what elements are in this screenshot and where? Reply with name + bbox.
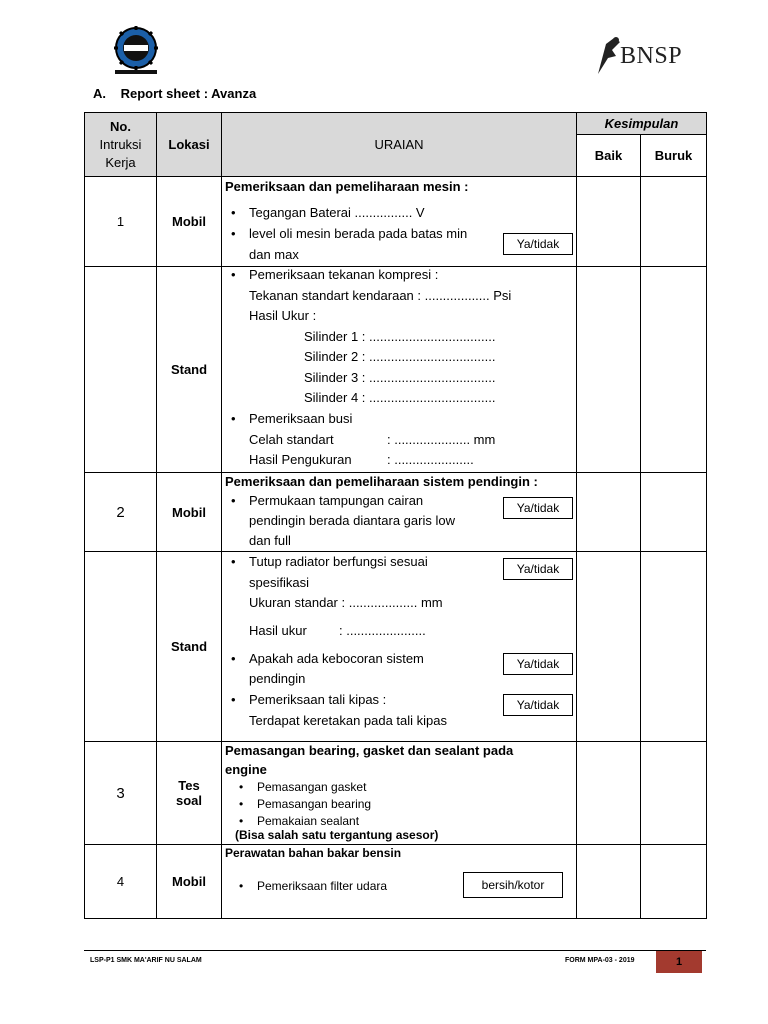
row-number-empty — [85, 552, 157, 742]
footer-form-code: FORM MPA-03 - 2019 — [565, 957, 635, 964]
row-number: 4 — [85, 845, 157, 919]
baik-cell[interactable] — [577, 177, 641, 267]
row-uraian: Perawatan bahan bakar bensin • Pemeriksaan filter udara bersih/kotor — [222, 845, 577, 919]
footer-organization: LSP-P1 SMK MA'ARIF NU SALAM — [90, 957, 202, 964]
ya-tidak-box: Ya/tidak — [503, 233, 573, 255]
report-table — [84, 112, 707, 919]
table-row — [85, 267, 707, 473]
row-location: Tes soal — [157, 742, 222, 845]
buruk-cell[interactable] — [641, 742, 707, 845]
ya-tidak-box: Ya/tidak — [503, 653, 573, 675]
table-row — [85, 473, 707, 552]
ya-tidak-box: Ya/tidak — [503, 497, 573, 519]
footer-divider — [84, 950, 706, 951]
lsp-logo — [107, 26, 165, 76]
bersih-kotor-box: bersih/kotor — [463, 872, 563, 898]
row-uraian: • Tutup radiator berfungsi sesuai spesifikasi Ukuran standar : ................... mm Hasil ukur : ...................... • Apakah ada kebocoran sistem pendingin • Pemeriksaan tali kipas : Terdapat keretakan pada tali kipas Ya/tidak Ya/tidak Ya/tidak — [222, 552, 577, 742]
header-baik: Baik — [577, 135, 641, 177]
row-location: Mobil — [157, 177, 222, 267]
row-number-empty — [85, 267, 157, 473]
section-number: A. — [93, 86, 106, 101]
row-location: Stand — [157, 267, 222, 473]
baik-cell[interactable] — [577, 845, 641, 919]
buruk-cell[interactable] — [641, 177, 707, 267]
row-uraian: Pemeriksaan dan pemeliharaan mesin : • Tegangan Baterai ................ V • level oli mesin berada pada batas min dan max Ya/tidak — [222, 177, 577, 267]
row-number: 3 — [85, 742, 157, 845]
row-number: 2 — [85, 473, 157, 552]
section-title-text: Report sheet : Avanza — [120, 86, 257, 101]
table-row — [85, 845, 707, 919]
row-uraian: Pemeriksaan dan pemeliharaan sistem pendingin : • Permukaan tampungan cairan pendingin berada diantara garis low dan full Ya/tidak — [222, 473, 577, 552]
header-buruk: Buruk — [641, 135, 707, 177]
buruk-cell[interactable] — [641, 845, 707, 919]
section-title — [93, 86, 256, 101]
baik-cell[interactable] — [577, 267, 641, 473]
baik-cell[interactable] — [577, 552, 641, 742]
row-location: Mobil — [157, 845, 222, 919]
buruk-cell[interactable] — [641, 473, 707, 552]
table-row — [85, 742, 707, 845]
table-row — [85, 177, 707, 267]
header-lokasi: Lokasi — [157, 113, 222, 177]
baik-cell[interactable] — [577, 473, 641, 552]
ya-tidak-box: Ya/tidak — [503, 694, 573, 716]
ya-tidak-box: Ya/tidak — [503, 558, 573, 580]
table-row — [85, 552, 707, 742]
bnsp-logo — [594, 34, 688, 78]
page-number: 1 — [656, 951, 702, 973]
header-no-intruksi-kerja: No. Intruksi Kerja — [85, 113, 157, 177]
row-location: Mobil — [157, 473, 222, 552]
row-number: 1 — [85, 177, 157, 267]
baik-cell[interactable] — [577, 742, 641, 845]
buruk-cell[interactable] — [641, 552, 707, 742]
buruk-cell[interactable] — [641, 267, 707, 473]
header-kesimpulan: Kesimpulan — [577, 113, 707, 135]
bnsp-text: BNSP — [620, 43, 683, 69]
row-location: Stand — [157, 552, 222, 742]
row-uraian: • Pemeriksaan tekanan kompresi : Tekanan standart kendaraan : .................. Psi Hasil Ukur : Silinder 1 : ................................... Silinder 2 : ................................... Silinder 3 : ................................... Silinder 4 : ................................... • Pemeriksaan busi Celah standart : ..................... mm Hasil Pengukuran : ...................... — [222, 267, 577, 473]
row-uraian: Pemasangan bearing, gasket dan sealant pada engine • Pemasangan gasket • Pemasangan bearing • Pemakaian sealant (Bisa salah satu tergantung asesor) — [222, 742, 577, 845]
header-uraian: URAIAN — [222, 113, 577, 177]
